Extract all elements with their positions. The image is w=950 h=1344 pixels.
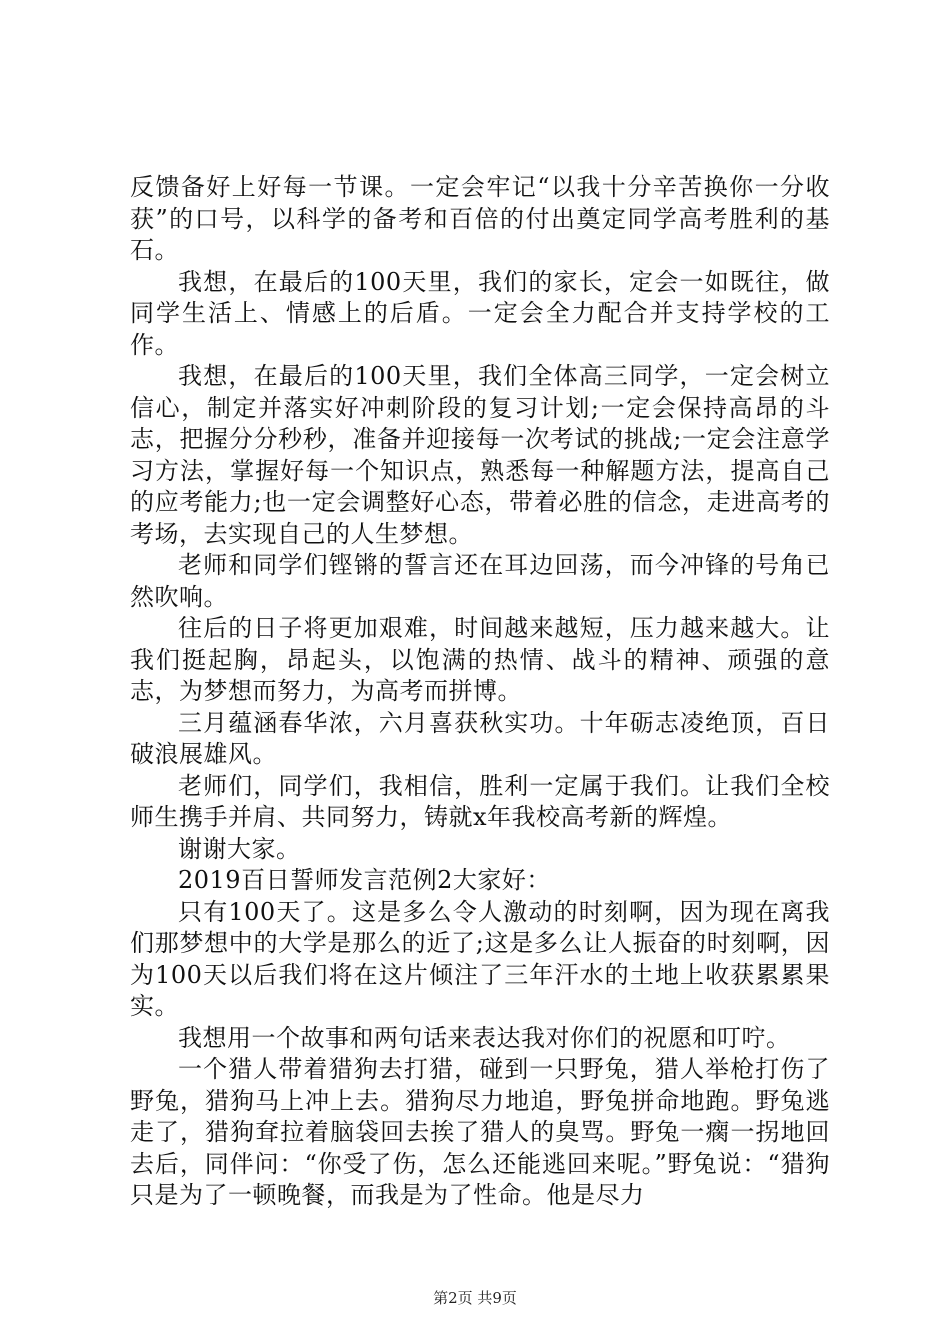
paragraph-4: 老师和同学们铿锵的誓言还在耳边回荡，而今冲锋的号角已然吹响。 [130, 551, 830, 611]
page-footer [0, 1287, 950, 1308]
paragraph-5: 往后的日子将更加艰难，时间越来越短，压力越来越大。让我们挺起胸，昂起头，以饱满的热情、战斗的精神、顽强的意志，为梦想而努力，为高考而拼博。 [130, 614, 830, 705]
paragraph-2: 我想，在最后的100天里，我们的家长，定会一如既往，做同学生活上、情感上的后盾。一定会全力配合并支持学校的工作。 [130, 267, 830, 359]
paragraph-10: 只有100天了。这是多么令人激动的时刻啊，因为现在离我们那梦想中的大学是那么的近了;这是多么让人振奋的时刻啊，因为100天以后我们将在这片倾注了三年汗水的土地上收获累累果实。 [130, 897, 830, 1020]
paragraph-11: 我想用一个故事和两句话来表达我对你们的祝愿和叮咛。 [178, 1023, 791, 1052]
paragraph-12: 一个猎人带着猎狗去打猎，碰到一只野兔，猎人举枪打伤了野兔，猎狗马上冲上去。猎狗尽力地追，野兔拼命地跑。野兔逃走了，猎狗耷拉着脑袋回去挨了猎人的臭骂。野兔一瘸一拐地回去后，同伴问：“你受了伤，怎么还能逃回来呢。”野兔说：“猎狗只是为了一顿晚餐，而我是为了性命。他是尽力 [130, 1055, 830, 1209]
paragraph-1: 反馈备好上好每一节课。一定会牢记“以我十分辛苦换你一分收获”的口号，以科学的备考和百倍的付出奠定同学高考胜利的基石。 [130, 173, 830, 264]
paragraph-9: 2019百日誓师发言范例2大家好： [178, 866, 551, 894]
paragraph-6: 三月蕴涵春华浓，六月喜获秋实功。十年砺志凌绝顶，百日破浪展雄风。 [130, 708, 830, 768]
paragraph-3: 我想，在最后的100天里，我们全体高三同学，一定会树立信心，制定并落实好冲刺阶段的复习计划;一定会保持高昂的斗志，把握分分秒秒，准备并迎接每一次考试的挑战;一定会注意学习方法，掌握好每一个知识点，熟悉每一种解题方法，提高自己的应考能力;也一定会调整好心态，带着必胜的信念，走进高考的考场，去实现自己的人生梦想。 [130, 362, 830, 548]
page-number: 第2页 共9页 [433, 1289, 517, 1307]
paragraph-7: 老师们，同学们，我相信，胜利一定属于我们。让我们全校师生携手并肩、共同努力，铸就x年我校高考新的辉煌。 [130, 771, 830, 831]
document-body [130, 172, 830, 1212]
paragraph-8: 谢谢大家。 [178, 834, 301, 863]
